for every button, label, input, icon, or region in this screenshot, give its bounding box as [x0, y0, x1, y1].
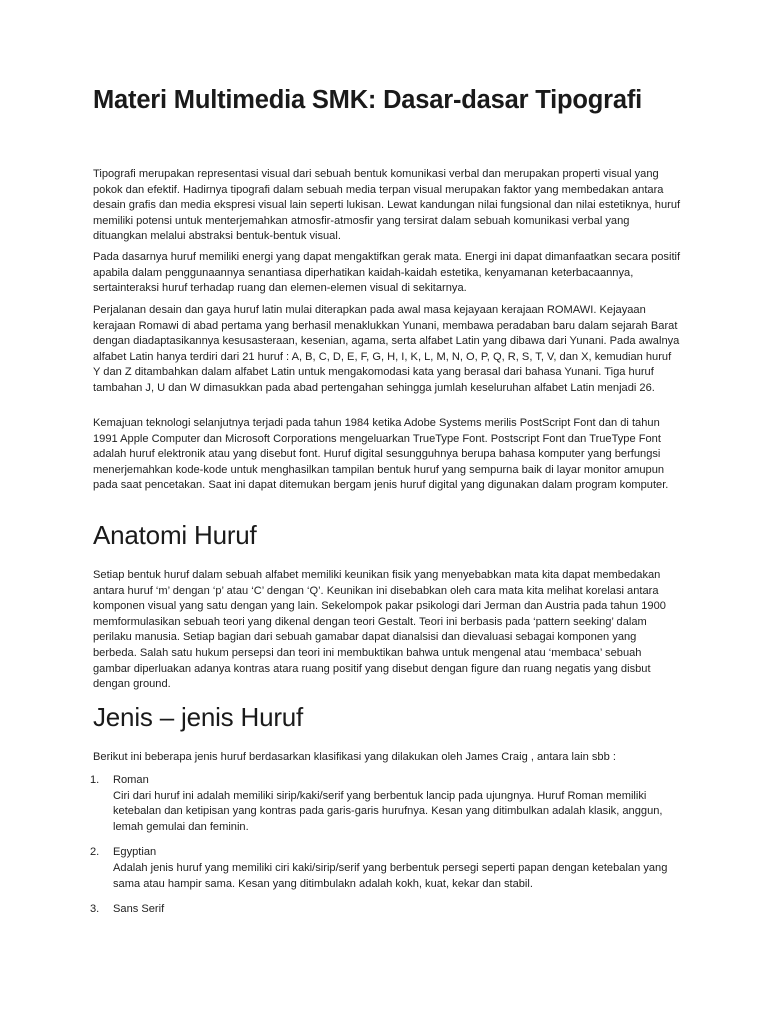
intro-paragraph-3: Perjalanan desain dan gaya huruf latin mulai diterapkan pada awal masa kejayaan kerajaan ROMAWI. Kejayaan kerajaan Romawi di abad pertama yang berhasil menaklukkan Yunani, membawa peradaban baru dalam sejarah Barat dengan diadaptasikannya kesusasteraan, kesenian, agama, serta alfabet Latin yang dibawa dari Yunani. Pada awalnya alfabet Latin hanya terdiri dari 21 huruf : A, B, C, D, E, F, G, H, I, K, L, M, N, O, P, Q, R, S, T, V, dan X, kemudian huruf Y dan Z ditambahkan dalam alfabet Latin untuk mengakomodasi kata yang berasal dari bahasa Yunani. Tiga huruf tambahan J, U dan W dimasukkan pada abad pertengahan sehingga jumlah keseluruhan alfabet Latin menjadi 26. [93, 304, 680, 394]
section-heading-jenis: Jenis – jenis Huruf [93, 702, 304, 732]
intro-paragraph-2: Pada dasarnya huruf memiliki energi yang dapat mengaktifkan gerak mata. Energi ini dapat dimanfaatkan secara positif apabila dalam penggunaannya senantiasa diperhatikan kaidah-kaidah estetika, kenyamanan keterbacaannya, sertainteraksi huruf terhadap ruang dan elemen-elemen visual di sekitarnya. [93, 251, 681, 295]
list-item-description: Adalah jenis huruf yang memiliki ciri kaki/sirip/serif yang berbentuk persegi seperti papan dengan ketebalan yang sama atau hampir sama. Kesan yang ditimbulakn adalah kokh, kuat, kekar dan stabil. [113, 861, 668, 890]
document-title: Materi Multimedia SMK: Dasar-dasar Tipografi [93, 86, 643, 114]
intro-paragraph-1: Tipografi merupakan representasi visual dari sebuah bentuk komunikasi verbal dan merupakan properti visual yang pokok dan efektif. Hadirnya tipografi dalam sebuah media terpan visual merupakan faktor yang membedakan antara desain grafis dan media ekspresi visual lain seperti lukisan. Lewat kandungan nilai fungsional dan nilai estetiknya, huruf memiliki potensi untuk menterjemahkan atmosfir-atmosfir yang tersirat dalam sebuah komunikasi verbal yang dituangkan melalui abstraksi bentuk-bentuk visual. [93, 168, 681, 243]
list-item-title: Sans Serif [113, 903, 165, 916]
list-item-title: Roman [113, 774, 149, 786]
section-heading-anatomi: Anatomi Huruf [93, 520, 257, 550]
list-item [90, 845, 681, 892]
list-item-number: 3. [90, 903, 100, 916]
anatomi-paragraph: Setiap bentuk huruf dalam sebuah alfabet memiliki keunikan fisik yang menyebabkan mata kita dapat membedakan antara huruf ‘m’ dengan ‘p’ atau ‘C’ dengan ‘Q’. Keunikan ini disebabkan oleh cara mata kita melihat korelasi antara komponen visual yang satu dengan yang lain. Sekelompok pakar psikologi dari Jerman dan Austria pada tahun 1900 memformulasikan sebuah teori yang dikenal dengan teori Gestalt. Teori ini berbasis pada ‘pattern seeking’ dalam perilaku manusia. Setiap bagian dari sebuah gamabar dapat dianalsisi dan dievaluasi sebagai komponen yang berbeda. Salah satu hukum persepsi dan teori ini membuktikan bahwa untuk mengenal atau ‘membaca’ sebuah gambar diperluakan adanya kontras atara ruang positif yang disebut dengan figure dan ruang negatis yang disbut dengan ground. [93, 569, 666, 691]
font-type-list [90, 773, 681, 928]
list-item-description: Ciri dari huruf ini adalah memiliki sirip/kaki/serif yang berbentuk lancip pada ujungnya. Huruf Roman memiliki ketebalan dan ketipisan yang kontras pada garis-garis hurufnya. Kesan yang ditimbulkan adalah klasik, anggun, lemah gemulai dan feminin. [113, 789, 663, 833]
list-item [90, 902, 681, 918]
list-item-number: 2. [90, 846, 100, 859]
list-item-number: 1. [90, 774, 100, 786]
list-item [90, 773, 681, 835]
list-item-title: Egyptian [113, 846, 157, 859]
jenis-intro: Berikut ini beberapa jenis huruf berdasarkan klasifikasi yang dilakukan oleh James Craig , antara lain sbb : [93, 751, 616, 763]
intro-paragraph-4: Kemajuan teknologi selanjutnya terjadi pada tahun 1984 ketika Adobe Systems merilis PostScript Font dan di tahun 1991 Apple Computer dan Microsoft Corporations mengeluarkan TrueType Font. Postscript Font dan TrueType Font adalah huruf elektronik atau yang disebut font. Huruf digital sesungguhnya berupa bahasa komputer yang berfungsi menerjemahkan kode-kode untuk menghasilkan tampilan bentuk huruf yang sempurna baik di layar monitor amupun pada saat pencetakan. Saat ini dapat ditemukan bergam jenis huruf digital yang digunakan dalam program komputer. [93, 417, 669, 492]
